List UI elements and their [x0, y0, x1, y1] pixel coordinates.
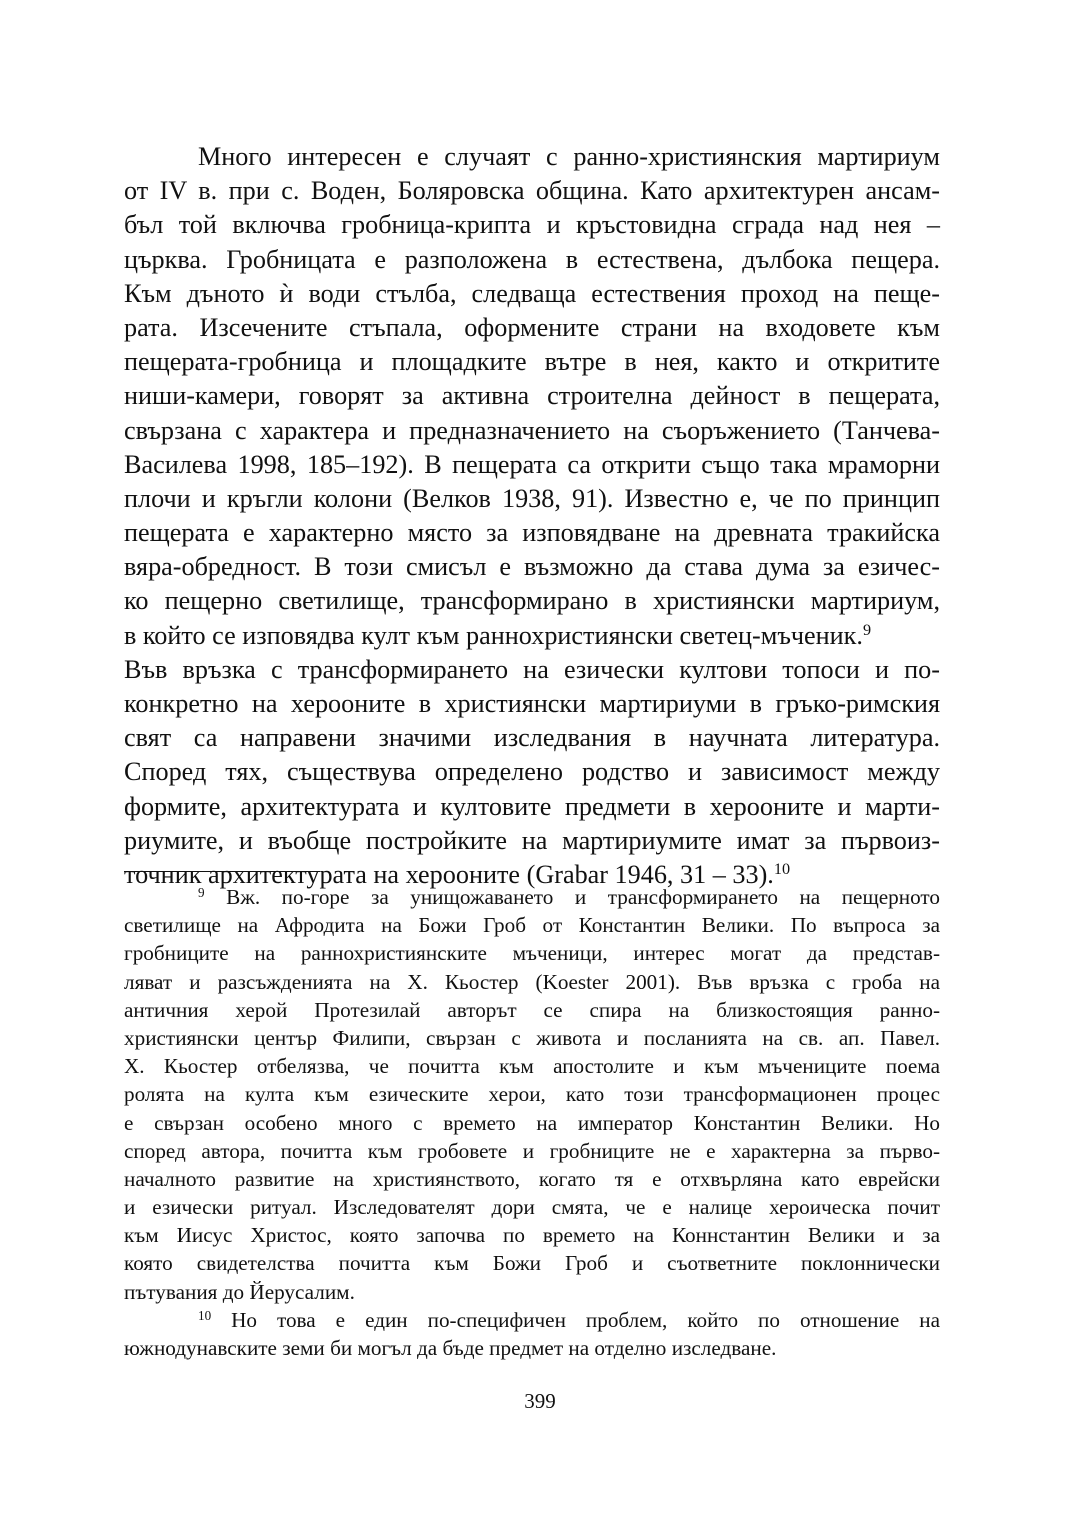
text-line-content: точник архитектурата на херооните (Grabar 1946, 31 – 33). [124, 859, 774, 889]
text-line: конкретно на херооните в християнски мартириуми в гръко-римския [124, 689, 940, 718]
text-line: формите, архитектурата и култовите предмети в херооните и марти- [124, 791, 940, 821]
footnote-line: ляват и разсъжденията на Х. Кьостер (Koester 2001). Във връзка с гроба на [124, 969, 940, 994]
text-line: Много интересен е случаят с ранно-християнския мартириум [198, 142, 940, 171]
footnote-9 [124, 883, 940, 1306]
text-line: вяра-обредност. В този смисъл е възможно да става дума за езичес- [124, 552, 940, 582]
footnote-line: е свързан особено много с времето на император Константин Велики. Но [124, 1110, 940, 1135]
footnote-number-9: 9 [198, 884, 205, 900]
text-line: риумите, и въобще постройките на мартириумите имат за първоиз- [124, 825, 940, 855]
footnote-line-content: Но това е един по-специфичен проблем, който по отношение на [231, 1307, 940, 1332]
footnote-line: античния херой Протезилай авторът се спира на близкостоящия ранно- [124, 997, 940, 1022]
footnote-separator [124, 871, 320, 872]
page-number: 399 [524, 1389, 556, 1413]
footnote-line: към Иисус Христос, която започва по времето на Коннстантин Велики и за [124, 1223, 940, 1248]
footnote-line-content: Вж. по-горе за унищожаването и трансформирането на пещерното [226, 885, 941, 909]
footnote-line [124, 1306, 940, 1334]
text-line: Във връзка с трансформирането на езически култови топоси и по- [124, 654, 940, 684]
footnote-ref-10[interactable]: 10 [773, 860, 791, 879]
footnote-ref-9[interactable]: 9 [862, 620, 872, 639]
text-line: Василева 1998, 185–192). В пещерата са открити също така мраморни [124, 449, 940, 479]
footnote-line [124, 883, 940, 911]
text-line: рата. Изсечените стъпала, оформените страни на входовете към [124, 312, 940, 342]
text-line: ниши-камери, говорят за активна строителна дейност в пещерата, [124, 381, 940, 411]
footnote-line: началното развитие на християнството, когато тя е отхвърляна като еврейски [124, 1166, 940, 1191]
text-line [124, 619, 940, 653]
text-line: пещерата-гробница и площадките вътре в нея, както и откритите [124, 347, 940, 377]
footnote-line: която свидетелства почитта към Божи Гроб и съответните поклоннически [124, 1251, 940, 1276]
footnote-line: ролята на култа към езическите херои, като този трансформационен процес [124, 1082, 940, 1107]
footnote-line: Х. Кьостер отбелязва, че почитта към апостолите и към мъчениците поема [124, 1054, 940, 1079]
footnote-line: според автора, почитта към гробовете и гробниците не е характерна за първо- [124, 1138, 940, 1163]
text-line: плочи и кръгли колони (Велков 1938, 91). Известно е, че по принцип [124, 483, 940, 513]
footnote-line: южнодунавските земи би могъл да бъде предмет на отделно изследване. [124, 1336, 777, 1360]
text-line: от IV в. при с. Воден, Боляровска община. Като архитектурен ансам- [124, 176, 940, 206]
main-paragraph [124, 140, 940, 892]
text-line: ко пещерно светилище, трансформирано в християнски мартириум, [124, 586, 940, 616]
footnote-number-10: 10 [198, 1307, 212, 1323]
text-line: Към дъното ѝ води стълба, следваща естествения проход на пеще- [124, 278, 940, 308]
footnote-line: и езически ритуал. Изследователят дори смята, че е налице хероическа почит [124, 1195, 940, 1220]
footnote-line: християнски център Филипи, свързан с живота и посланията на св. ап. Павел. [124, 1025, 940, 1050]
text-line: църква. Гробницата е разположена в естествена, дълбока пещера. [124, 244, 940, 274]
text-line: Според тях, съществува определено родство и зависимост между [124, 757, 940, 787]
footnote-line: светилище на Афродита на Божи Гроб от Константин Велики. По въпроса за [124, 913, 940, 938]
footnotes [124, 883, 940, 1362]
text-line-content: в който се изповядва култ към раннохристиянски светец-мъченик. [124, 620, 863, 650]
footnote-line: пътувания до Йерусалим. [124, 1279, 355, 1304]
text-line: бъл той включва гробница-крипта и кръстовидна сграда над нея – [124, 210, 940, 240]
footnote-line: гробниците на раннохристиянските мъченици, интерес могат да представ- [124, 941, 940, 966]
text-line: пещерата е характерно място за изповядване на древната тракийска [124, 518, 940, 548]
text-line: свят са направени значими изследвания в научната литература. [124, 723, 940, 753]
text-line: свързана с характера и предназначението на съоръжението (Танчева- [124, 415, 940, 445]
footnote-10 [124, 1306, 940, 1362]
